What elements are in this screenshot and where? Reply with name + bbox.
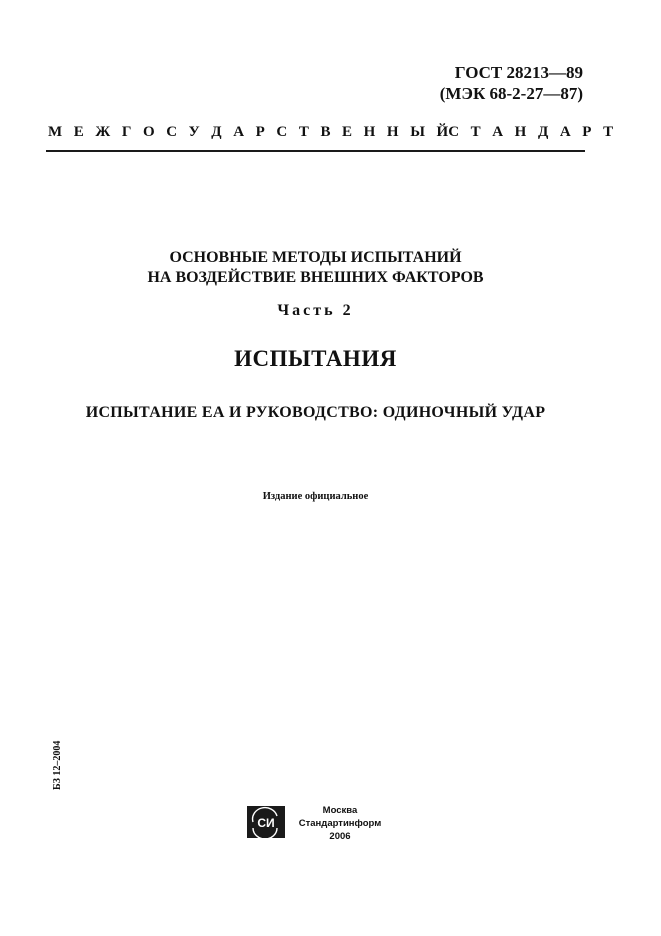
banner-letter: С	[276, 124, 288, 140]
banner-letter: С	[166, 124, 178, 140]
publisher-city: Москва	[322, 805, 358, 816]
banner-letter: Р	[255, 124, 265, 140]
standartinform-logo-icon	[247, 806, 285, 838]
banner-word-interstate	[48, 124, 448, 141]
banner-letter: Е	[73, 124, 84, 140]
gost-number: ГОСТ 28213—89	[454, 63, 583, 82]
banner-letter: Т	[470, 124, 481, 140]
banner-letter: Д	[537, 124, 549, 140]
banner-letter: Е	[342, 124, 353, 140]
banner-letter: Д	[211, 124, 222, 140]
banner-letter: Ж	[95, 124, 111, 140]
banner-letter: У	[188, 124, 200, 140]
side-catalog-code: БЗ 12–2004	[52, 740, 63, 790]
banner-word-standard	[448, 124, 613, 141]
banner-letter: А	[233, 124, 245, 140]
publisher-block	[296, 804, 384, 843]
title-line-2: НА ВОЗДЕЙСТВИЕ ВНЕШНИХ ФАКТОРОВ	[147, 269, 484, 286]
section-heading: ИСПЫТАНИЯ	[234, 346, 397, 371]
banner-letter: О	[142, 124, 155, 140]
banner-letter: Й	[436, 124, 449, 140]
interstate-standard-banner	[48, 124, 614, 141]
banner-letter: Г	[121, 124, 132, 140]
standard-number-block	[440, 62, 583, 104]
banner-letter: М	[48, 124, 63, 140]
document-subtitle: ИСПЫТАНИЕ ЕА И РУКОВОДСТВО: ОДИНОЧНЫЙ УДАР	[85, 404, 546, 421]
banner-letter: Ы	[410, 124, 425, 140]
logo-letters: СИ	[257, 816, 275, 830]
document-title	[46, 248, 585, 288]
banner-letter: А	[492, 124, 504, 140]
publisher-year: 2006	[329, 831, 351, 842]
banner-letter: Н	[514, 124, 527, 140]
iec-number: (МЭК 68-2-27—87)	[439, 84, 583, 103]
banner-letter: В	[320, 124, 331, 140]
part-number: Часть 2	[277, 302, 354, 319]
banner-letter: Н	[386, 124, 399, 140]
banner-letter: Н	[363, 124, 376, 140]
publisher-name: Стандартинформ	[298, 818, 382, 829]
banner-letter: С	[448, 124, 460, 140]
banner-letter: Т	[298, 124, 309, 140]
banner-letter: Т	[603, 124, 614, 140]
banner-letter: А	[559, 124, 571, 140]
edition-note: Издание официальное	[262, 491, 369, 502]
title-line-1: ОСНОВНЫЕ МЕТОДЫ ИСПЫТАНИЙ	[169, 249, 462, 266]
banner-letter: Р	[582, 124, 592, 140]
header-divider	[46, 150, 585, 152]
